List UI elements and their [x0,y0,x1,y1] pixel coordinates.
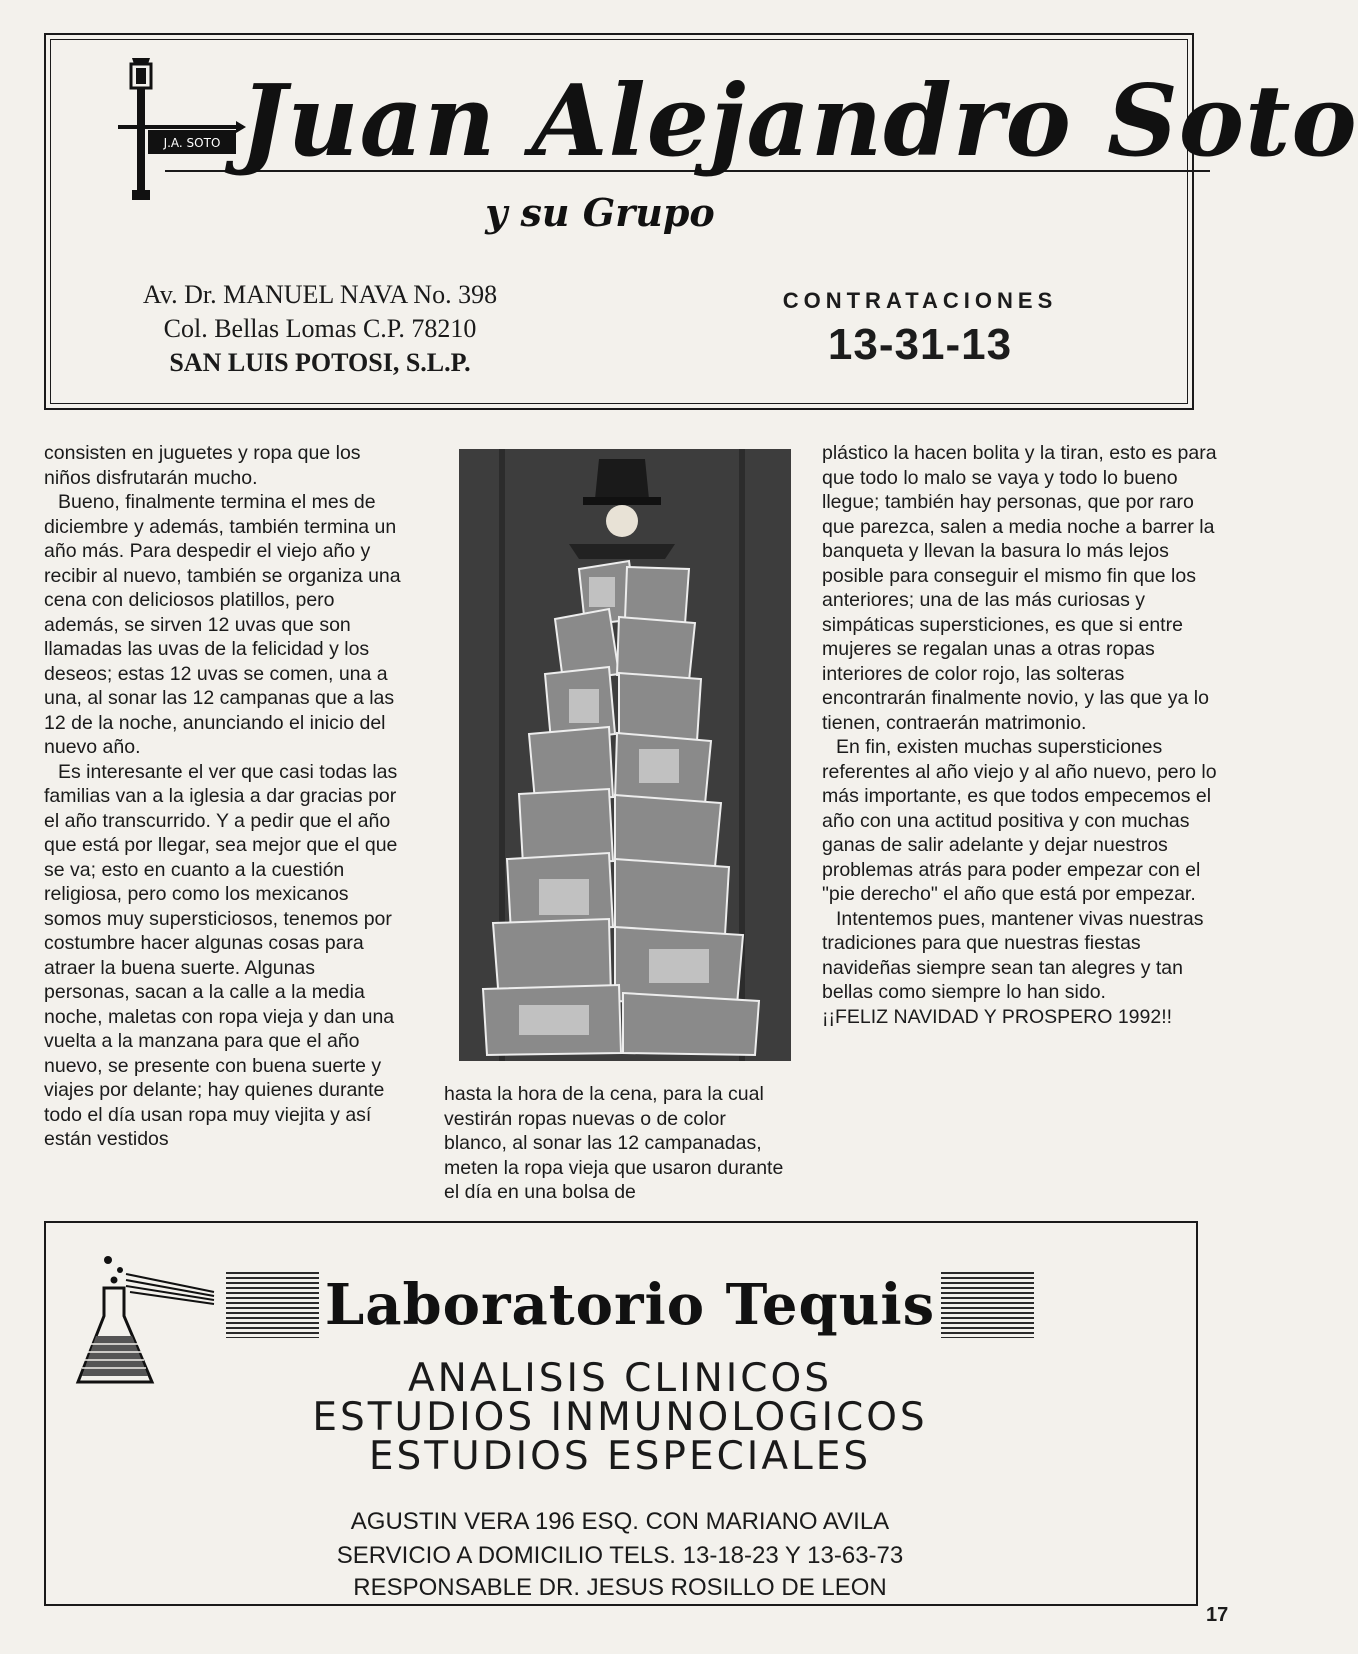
band-subtitle: y su Grupo [485,190,715,235]
christmas-card-tree-photo [459,449,791,1061]
contract-phone: 13-31-13 [827,320,1013,369]
address-line-3: SAN LUIS POTOSI, S.L.P. [169,348,471,377]
lab-name: Laboratorio Tequis [319,1272,941,1338]
lab-responsible: RESPONSABLE DR. JESUS ROSILLO DE LEON [353,1574,887,1601]
band-title: Juan Alejandro Soto [240,64,1358,179]
card-tree-illustration [459,449,791,1061]
page-number: 17 [1206,1604,1229,1626]
article-column-3 [822,441,1218,1029]
article-paragraph: Bueno, finalmente termina el mes de diciembre y además, también termina un año más. Para despedir el viejo año y recibir al nuevo, también se organiza una cena con deliciosos platillos, pero además, se sirven 12 uvas que son llamadas las uvas de la felicidad y los deseos; estas 12 uvas se comen, una a una, al sonar las 12 campanas que a las 12 de la noche, anunciando el inicio del nuevo año. [44,491,401,758]
article-paragraph: plástico la hacen bolita y la tiran, esto es para que todo lo malo se vaya y todo lo bueno llegue; también hay personas, que por raro que parezca, salen a media noche a barrer la banqueta y llevan la basura lo más lejos posible para conseguir el mismo fin que los anteriores; una de las más curiosas y simpáticas supersticiones, es que si entre mujeres se regalan unas a otras ropas interiores de color rojo, las solteras encontrarán finalmente novio, y las que ya lo tienen, contraerán matrimonio. [822,442,1217,734]
lab-phones: SERVICIO A DOMICILIO TELS. 13-18-23 Y 13-63-73 [336,1542,904,1569]
address-line-1: Av. Dr. MANUEL NAVA No. 398 [142,280,498,309]
article-paragraph: En fin, existen muchas supersticiones referentes al año viejo y al año nuevo, pero lo más importante, es que todos empecemos el año con una actitud positiva y con muchas ganas de salir adelante y dejar nuestros problemas atrás para poder empezar con el "pie derecho" el año que está por empezar. [822,736,1217,905]
article-paragraph: Es interesante el ver que casi todas las familias van a la iglesia a dar gracias por el año transcurrido. Y a pedir que el año que está por llegar, sea mejor que el que se va; esto en cuanto a la cuestión religiosa, pero como los mexicanos somos muy supersticiosos, tenemos por costumbre hacer algunas cosas para atraer la buena suerte. Algunas personas, sacan a la calle a la media noche, maletas con ropa vieja y dan una vuelta a la manzana para que el año nuevo, se presente con buena suerte y viajes por delante; hay quienes durante todo el día usan ropa muy viejita y así están vestidos [44,760,398,1150]
article-paragraph: Intentemos pues, mantener vivas nuestras tradiciones para que nuestras fiestas navideñas siempre sean tan alegres y tan bellas como siempre lo han sido. [822,907,1204,1003]
lab-name-wrapper [226,1270,1034,1340]
service-line-2: ESTUDIOS INMUNOLOGICOS [312,1395,928,1440]
article-column-1 [44,441,404,1152]
logo-sign-text: J.A. SOTO [163,136,221,150]
article-column-2 [444,1082,794,1205]
article-paragraph: consisten en juguetes y ropa que los niños disfrutarán mucho. [44,442,361,489]
article-paragraph: hasta la hora de la cena, para la cual vestirán ropas nuevas o de color blanco, al sonar las 12 campanadas, meten la ropa vieja que usaron durante el día en una bolsa de [444,1083,784,1203]
address-line-2: Col. Bellas Lomas C.P. 78210 [163,314,477,343]
lamp-post-logo-icon [118,52,248,208]
contract-label: CONTRATACIONES [782,288,1058,313]
service-line-3: ESTUDIOS ESPECIALES [368,1434,872,1479]
lab-address: AGUSTIN VERA 196 ESQ. CON MARIANO AVILA [350,1508,890,1535]
closing-greeting: ¡¡FELIZ NAVIDAD Y PROSPERO 1992!! [822,1005,1173,1028]
service-line-1: ANALISIS CLINICOS [408,1356,832,1401]
